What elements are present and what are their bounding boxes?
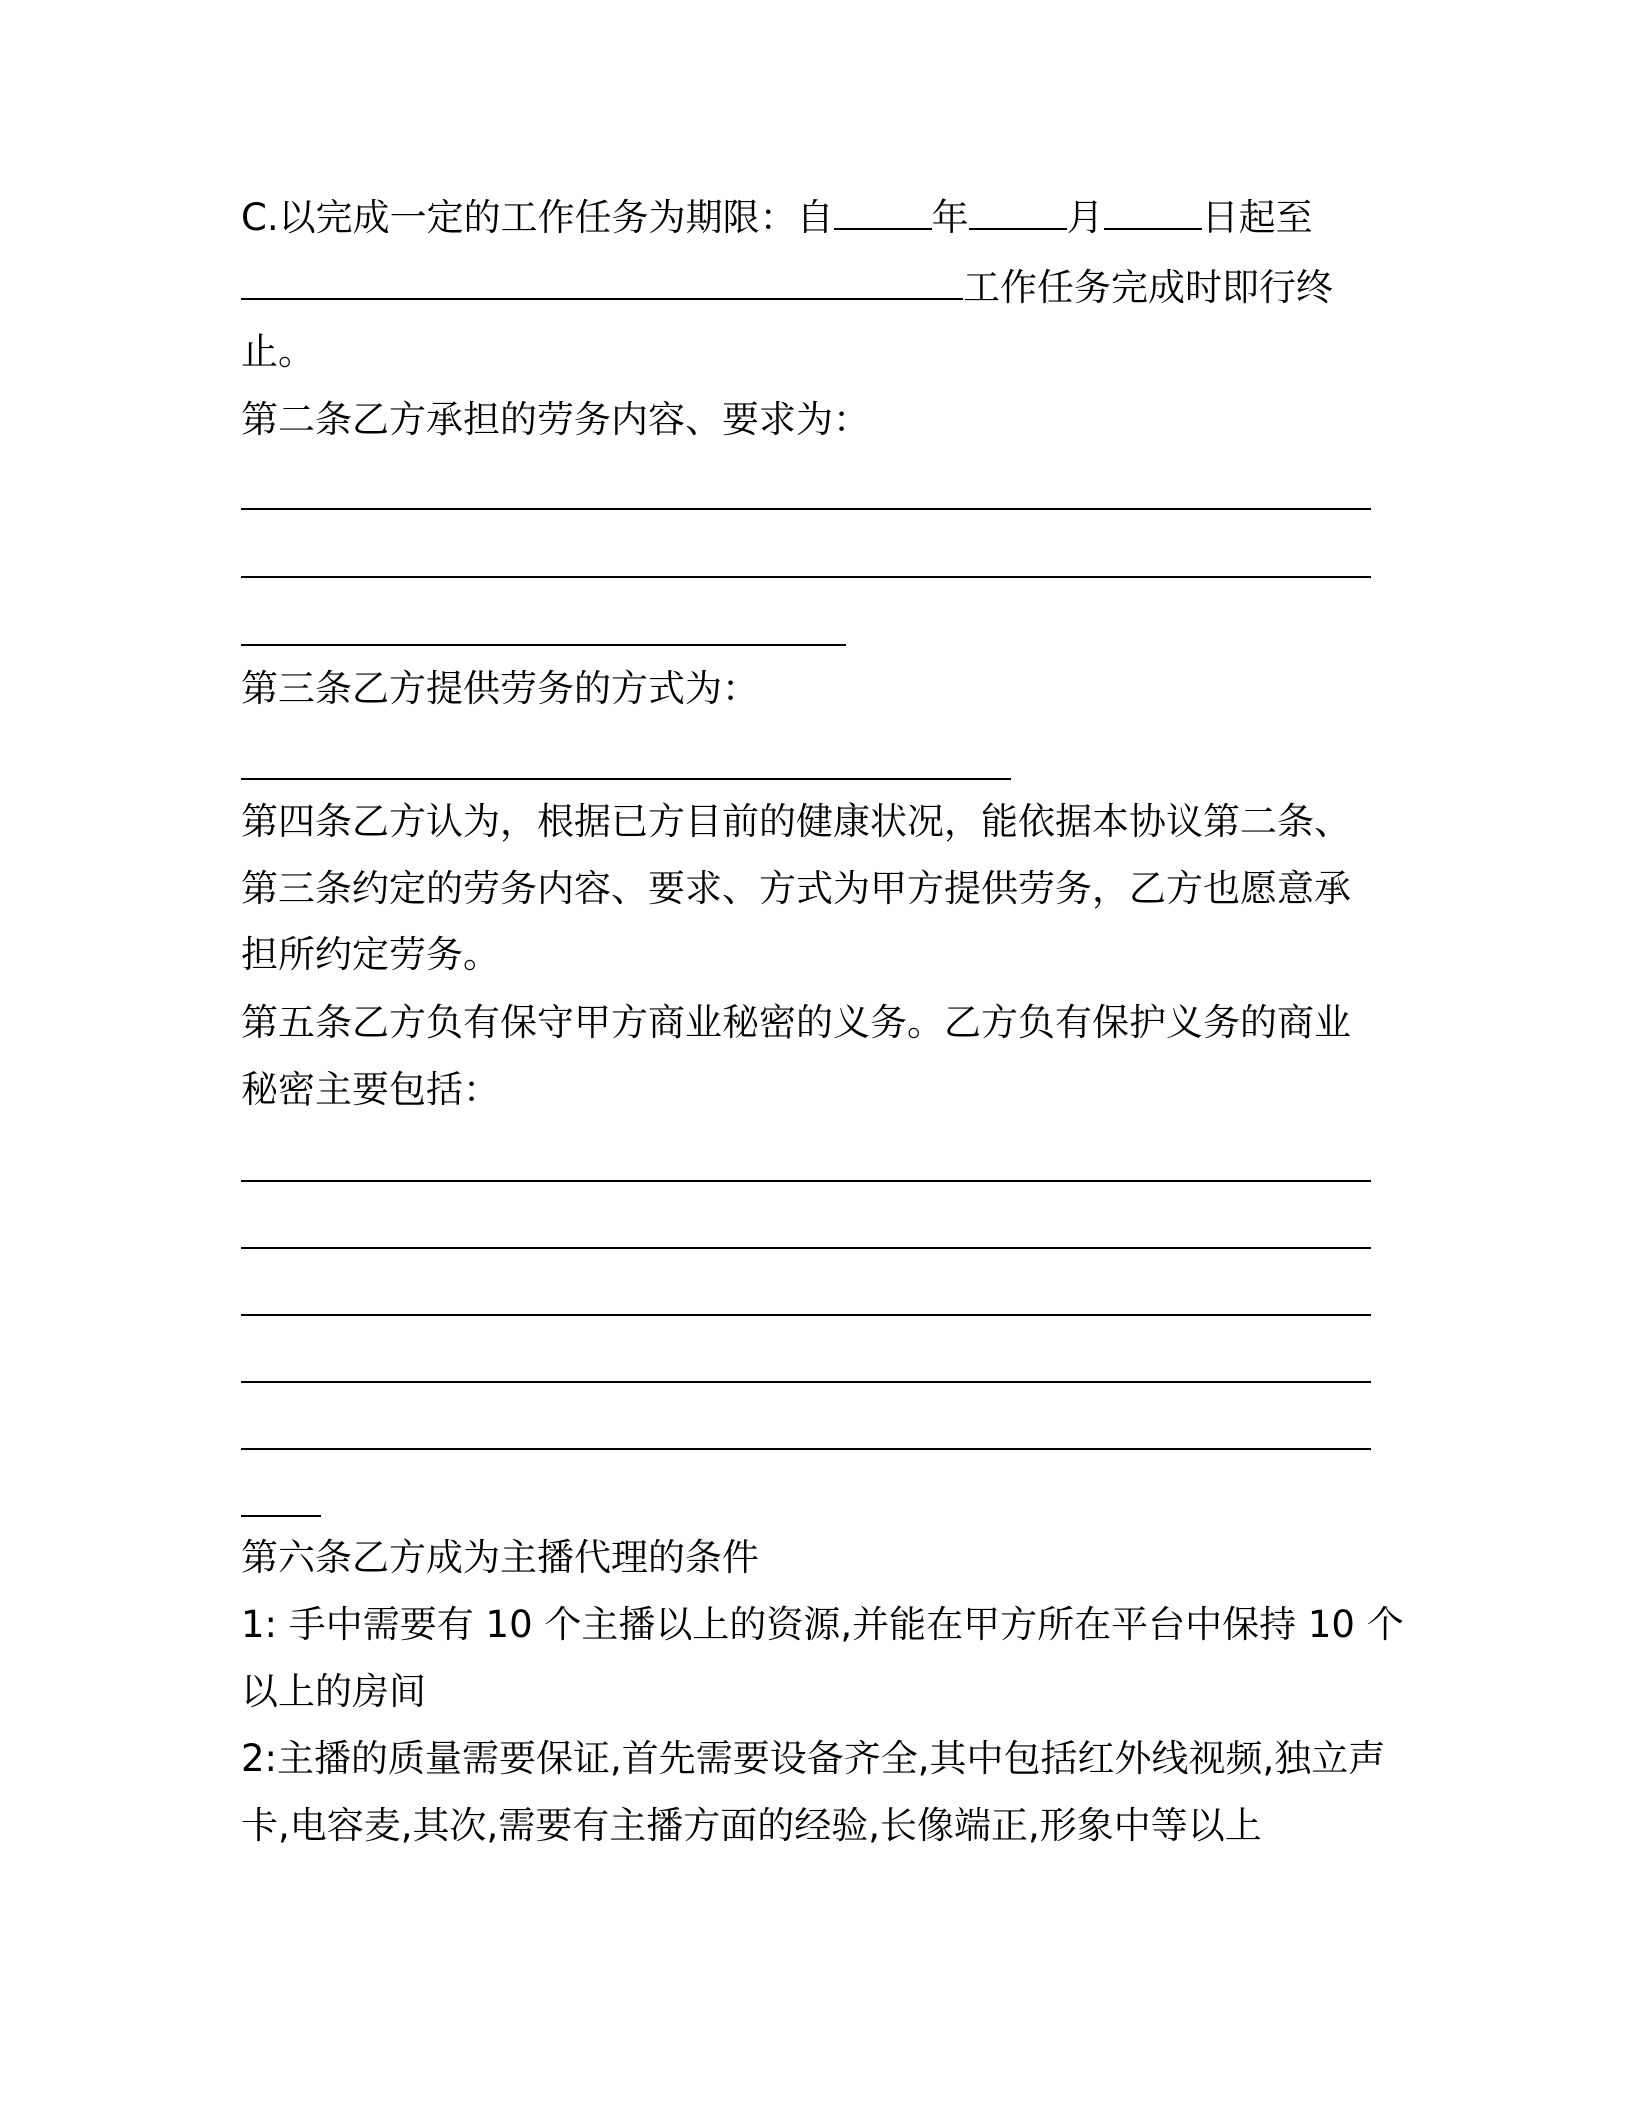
article-5-blank-line-5[interactable] <box>241 1448 1371 1450</box>
blank-task-end[interactable] <box>241 262 963 300</box>
article-3-blank-line[interactable] <box>241 778 1011 780</box>
article-6-item-2: 2:主播的质量需要保证,首先需要设备齐全,其中包括红外线视频,独立声 <box>241 1737 1386 1780</box>
article-6-item-1: 1: 手中需要有 10 个主播以上的资源,并能在甲方所在平台中保持 10 个 <box>241 1603 1404 1646</box>
article-2-blank-line-2[interactable] <box>241 576 1371 578</box>
article-6-title: 第六条乙方成为主播代理的条件 <box>241 1536 759 1579</box>
clause-c-year: 年 <box>931 196 969 239</box>
article-5-blank-line-1[interactable] <box>241 1180 1371 1182</box>
article-3-title: 第三条乙方提供劳务的方式为： <box>241 667 759 710</box>
article-5-blank-line-2[interactable] <box>241 1247 1371 1249</box>
article-6-item-1-wrap: 以上的房间 <box>241 1670 426 1713</box>
article-5-line-2: 秘密主要包括： <box>241 1068 500 1111</box>
clause-c-line <box>241 192 1313 242</box>
article-5-blank-line-6[interactable] <box>241 1515 321 1517</box>
article-5-line-1: 第五条乙方负有保守甲方商业秘密的义务。乙方负有保护义务的商业 <box>241 1001 1351 1044</box>
article-5-blank-line-3[interactable] <box>241 1314 1371 1316</box>
article-4-line-2: 第三条约定的劳务内容、要求、方式为甲方提供劳务，乙方也愿意承 <box>241 867 1351 910</box>
article-2-blank-line-1[interactable] <box>241 508 1371 510</box>
article-2-title: 第二条乙方承担的劳务内容、要求为： <box>241 398 870 441</box>
clause-c-prefix: C.以完成一定的工作任务为期限：自 <box>241 196 834 239</box>
clause-c-line-2 <box>241 262 1333 312</box>
article-5-blank-line-4[interactable] <box>241 1381 1371 1383</box>
clause-c-day: 日起至 <box>1201 196 1313 239</box>
clause-c-wrap: 止。 <box>241 330 315 373</box>
article-4-line-1: 第四条乙方认为，根据已方目前的健康状况，能依据本协议第二条、 <box>241 800 1351 843</box>
blank-month[interactable] <box>969 192 1067 230</box>
article-6-item-2-wrap: 卡,电容麦,其次,需要有主播方面的经验,长像端正,形象中等以上 <box>241 1804 1262 1847</box>
article-2-blank-line-3[interactable] <box>241 644 846 646</box>
clause-c-suffix: 工作任务完成时即行终 <box>963 266 1333 309</box>
blank-day[interactable] <box>1104 192 1202 230</box>
article-4-line-3: 担所约定劳务。 <box>241 933 500 976</box>
blank-year[interactable] <box>834 192 932 230</box>
clause-c-month: 月 <box>1066 196 1104 239</box>
